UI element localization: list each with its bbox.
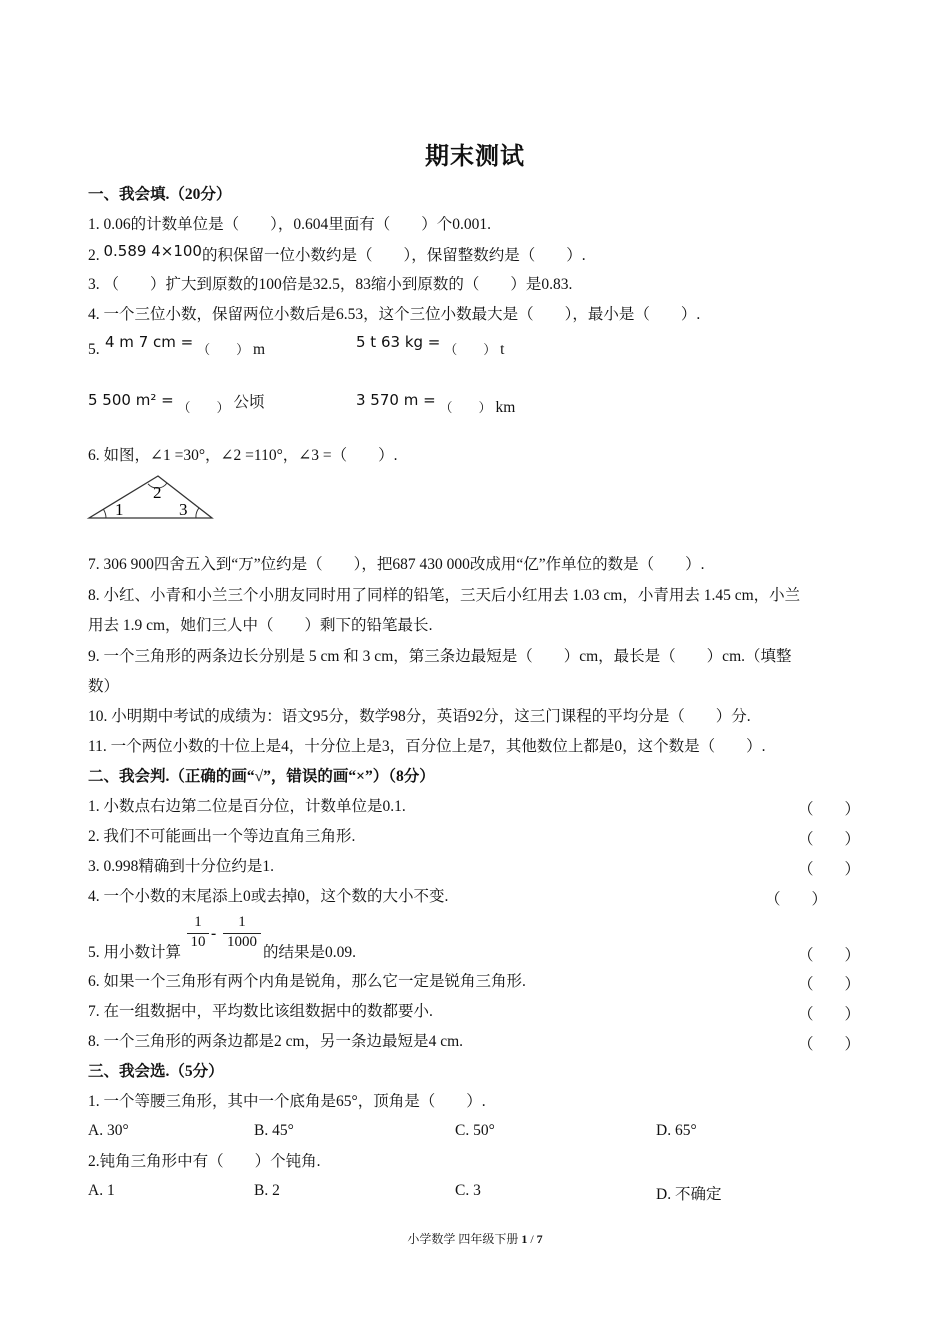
choose-question-2: 2.钝角三角形中有（ ）个钝角.	[88, 1153, 321, 1170]
question-text: 的积保留一位小数约是（ ），保留整数约是（ ）.	[201, 247, 586, 264]
judge-question-8: 8. 一个三角形的两条边都是2 cm，另一条边最短是4 cm.	[88, 1033, 463, 1050]
conversion-d	[356, 390, 516, 416]
judge-question-4: 4. 一个小数的末尾添上0或去掉0，这个数的大小不变.	[88, 888, 449, 905]
answer-parentheses: （ ）	[798, 861, 861, 878]
option-c: C. 3	[455, 1182, 481, 1199]
fill-question-11: 11. 一个两位小数的十位上是4，十分位上是3，百分位上是7，其他数位上都是0，这个数是（ ）.	[88, 738, 766, 755]
question-number: 5.	[88, 341, 100, 358]
conversion-expression: 3 570 m =	[356, 391, 436, 409]
conversion-expression: 5 t 63 kg =	[356, 333, 441, 351]
fill-question-2	[88, 242, 586, 266]
unit-label: km	[495, 399, 516, 416]
page-title: 期末测试	[425, 144, 525, 170]
conversion-expression: 5 500 m² =	[88, 391, 174, 409]
answer-blank: （ ）	[177, 400, 230, 415]
page-footer	[0, 1230, 950, 1247]
answer-parentheses: （ ）	[798, 947, 861, 964]
minus-sign: -	[211, 925, 217, 942]
option-a: A. 30°	[88, 1122, 129, 1139]
page-total: 7	[536, 1232, 543, 1246]
triangle-outline	[89, 476, 212, 518]
conversion-c	[88, 390, 265, 415]
judge-question-2: 2. 我们不可能画出一个等边直角三角形.	[88, 828, 356, 845]
answer-blank: （ ）	[444, 342, 497, 357]
judge-question-7: 7. 在一组数据中，平均数比该组数据中的数都要小.	[88, 1003, 433, 1020]
fraction-1-10	[187, 914, 209, 951]
fraction-numerator: 1	[238, 914, 246, 930]
option-c: C. 50°	[455, 1122, 495, 1139]
judge-question-5-prefix: 5. 用小数计算	[88, 944, 182, 961]
option-b: B. 2	[254, 1182, 280, 1199]
math-expression: 0.589 4×100	[103, 242, 202, 260]
option-a: A. 1	[88, 1182, 115, 1199]
answer-parentheses: （ ）	[765, 891, 828, 908]
angle-label-3: 3	[179, 500, 188, 519]
fraction-denominator: 10	[190, 934, 206, 950]
fraction-denominator: 1000	[227, 934, 257, 950]
question-number: 2.	[88, 247, 100, 264]
section-heading-judge: 二、我会判.（正确的画“√”，错误的画“×”）（8分）	[88, 768, 435, 785]
judge-question-5-suffix: 的结果是0.09.	[263, 944, 357, 961]
answer-parentheses: （ ）	[798, 1036, 861, 1053]
fill-question-7: 7. 306 900四舍五入到“万”位约是（ ），把687 430 000改成用“亿”作单位的数是（ ）.	[88, 556, 705, 573]
answer-parentheses: （ ）	[798, 1006, 861, 1023]
angle-arc-1	[104, 509, 107, 518]
fraction-1-1000	[223, 914, 261, 951]
angle-arc-3	[196, 508, 199, 518]
triangle-figure	[86, 470, 216, 522]
unit-label: m	[252, 341, 266, 358]
option-d: D. 不确定	[656, 1186, 722, 1203]
fill-question-1: 1. 0.06的计数单位是（ ），0.604里面有（ ）个0.001.	[88, 216, 492, 233]
fill-question-6: 6. 如图，∠1 =30°，∠2 =110°，∠3 =（ ）.	[88, 447, 398, 464]
fill-question-4: 4. 一个三位小数，保留两位小数后是6.53，这个三位小数最大是（ ），最小是（ ）.	[88, 306, 701, 323]
judge-question-1: 1. 小数点右边第二位是百分位，计数单位是0.1.	[88, 798, 406, 815]
conversion-expression: 4 m 7 cm =	[105, 333, 194, 351]
answer-parentheses: （ ）	[798, 976, 861, 993]
fill-question-10: 10. 小明期中考试的成绩为：语文95分，数学98分，英语92分，这三门课程的平均分是（ ）分.	[88, 708, 751, 725]
section-heading-fill: 一、我会填.（20分）	[88, 186, 232, 203]
unit-label: t	[500, 341, 505, 358]
angle-label-2: 2	[153, 483, 162, 502]
option-d: D. 65°	[656, 1122, 697, 1139]
answer-parentheses: （ ）	[798, 831, 861, 848]
fill-question-8-line-2: 用去 1.9 cm，她们三人中（ ）剩下的铅笔最长.	[88, 617, 433, 634]
unit-label: 公顷	[233, 394, 265, 411]
judge-question-6: 6. 如果一个三角形有两个内角是锐角，那么它一定是锐角三角形.	[88, 973, 526, 990]
section-heading-choose: 三、我会选.（5分）	[88, 1063, 224, 1080]
fill-question-3: 3. （ ）扩大到原数的100倍是32.5，83缩小到原数的（ ）是0.83.	[88, 276, 573, 293]
option-b: B. 45°	[254, 1122, 294, 1139]
fill-question-9-line-1: 9. 一个三角形的两条边长分别是 5 cm 和 3 cm，第三条边最短是（ ）cm，最长是（ ）cm.（填整	[88, 648, 792, 665]
answer-parentheses: （ ）	[798, 801, 861, 818]
angle-label-1: 1	[115, 500, 124, 519]
fill-question-8-line-1: 8. 小红、小青和小兰三个小朋友同时用了同样的铅笔，三天后小红用去 1.03 cm，小青用去 1.45 cm，小兰	[88, 587, 801, 604]
answer-blank: （ ）	[197, 342, 250, 357]
judge-question-3: 3. 0.998精确到十分位约是1.	[88, 858, 275, 875]
page-separator: /	[527, 1232, 537, 1246]
page-number: 1	[521, 1232, 528, 1246]
fraction-numerator: 1	[194, 914, 202, 930]
conversion-b	[356, 332, 505, 358]
fill-question-9-line-2: 数）	[88, 678, 120, 695]
footer-text: 小学数学 四年级下册	[407, 1232, 519, 1246]
answer-blank: （ ）	[439, 400, 492, 415]
choose-question-1: 1. 一个等腰三角形，其中一个底角是65°，顶角是（ ）.	[88, 1093, 486, 1110]
conversion-a	[105, 332, 266, 358]
